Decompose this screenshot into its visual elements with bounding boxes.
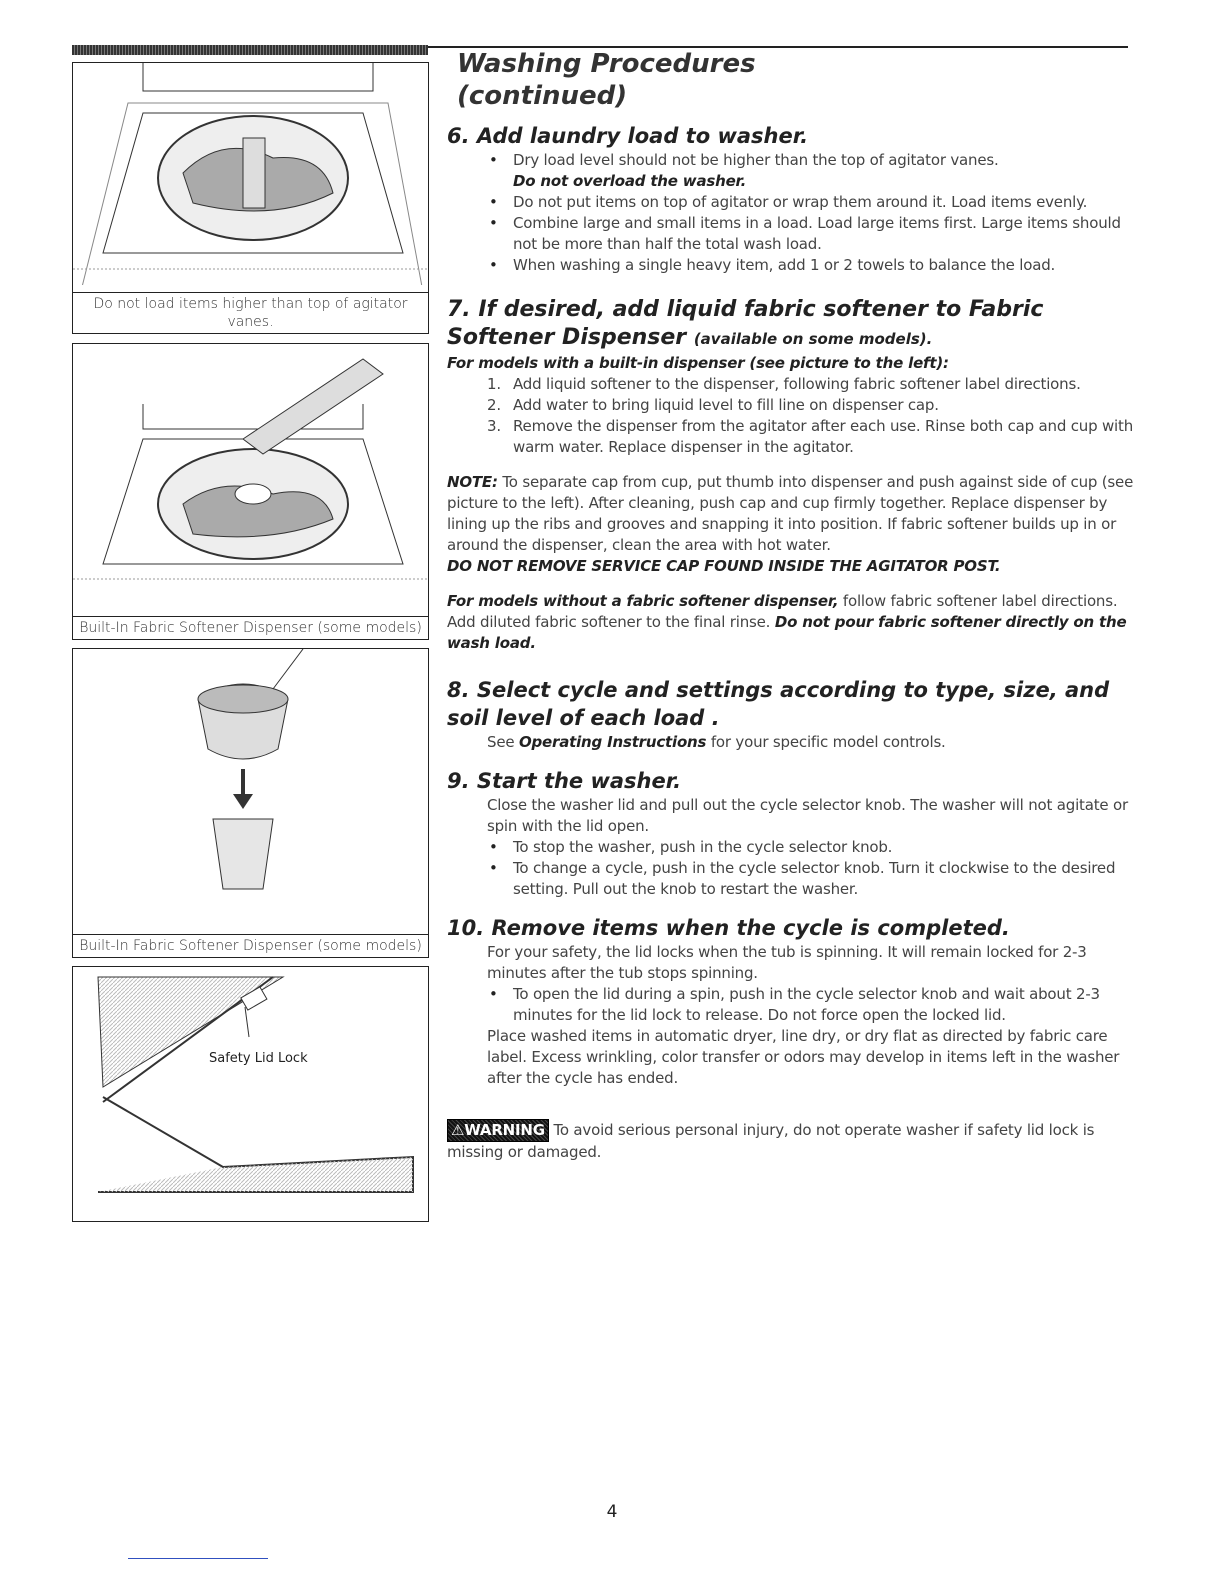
figure-softener-pour bbox=[72, 343, 429, 640]
step-8-heading: 8. Select cycle and settings according to type, size, and soil level of each load . bbox=[447, 678, 1110, 730]
step-item bbox=[487, 416, 1147, 458]
lid-lock-label: Safety Lid Lock bbox=[209, 1051, 308, 1066]
figure-caption: Do not load items higher than top of agitator vanes. bbox=[73, 292, 428, 333]
heading-text: 7. If desired, add liquid fabric softener to Fabric Softener Dispenser bbox=[447, 297, 1044, 350]
step-10-text-2: Place washed items in automatic dryer, line dry, or dry flat as directed by fabric care label. Excess wrinkling, color transfer or odors may develop in items left in the washer after the cycle has ended. bbox=[487, 1027, 1120, 1087]
operating-instructions-ref: Operating Instructions bbox=[518, 733, 707, 751]
note-label: NOTE: bbox=[447, 473, 498, 491]
step-text: Add water to bring liquid level to fill line on dispenser cap. bbox=[513, 396, 939, 414]
figure-caption: Built-In Fabric Softener Dispenser (some models) bbox=[73, 934, 428, 957]
step-number: 1. bbox=[487, 375, 501, 393]
header-bar bbox=[72, 45, 428, 55]
note-warning: DO NOT REMOVE SERVICE CAP FOUND INSIDE THE AGITATOR POST. bbox=[447, 557, 1001, 575]
bullet: • To open the lid during a spin, push in the cycle selector knob and wait about 2-3 minutes for the lid lock to release. Do not force open the locked lid. bbox=[487, 984, 1147, 1026]
text: follow fabric softener label directions. Add diluted fabric softener to the final rinse. bbox=[447, 592, 1118, 631]
figure-caption: Built-In Fabric Softener Dispenser (some models) bbox=[73, 616, 428, 639]
warning-paragraph bbox=[447, 1119, 1147, 1163]
bullet: • To stop the washer, push in the cycle selector knob. bbox=[487, 837, 1147, 858]
step-7-heading bbox=[447, 296, 1147, 353]
step-10-heading: 10. Remove items when the cycle is completed. bbox=[447, 916, 1010, 940]
figure-load-level bbox=[72, 62, 429, 334]
without-dispenser-paragraph bbox=[447, 591, 1147, 654]
procedures-column bbox=[447, 48, 1147, 1163]
step-6-heading: 6. Add laundry load to washer. bbox=[447, 124, 809, 148]
warning-text: To avoid serious personal injury, do not operate washer if safety lid lock is missing or damaged. bbox=[447, 1121, 1095, 1161]
heading-note: (available on some models). bbox=[693, 330, 933, 348]
warning-badge: ⚠WARNING bbox=[447, 1119, 549, 1142]
step-text: Add liquid softener to the dispenser, following fabric softener label directions. bbox=[513, 375, 1081, 393]
figure-safety-lid-lock bbox=[72, 966, 429, 1222]
step-item bbox=[487, 395, 1147, 416]
step-9-heading: 9. Start the washer. bbox=[447, 769, 682, 793]
step-text: Remove the dispenser from the agitator after each use. Rinse both cap and cup with warm water. Replace dispenser in the agitator. bbox=[513, 417, 1134, 456]
text: See bbox=[487, 733, 515, 751]
bullet: • Combine large and small items in a load. Load large items first. Large items should not be more than half the total wash load. bbox=[487, 213, 1147, 255]
bullet-text: Dry load level should not be higher than the top of agitator vanes. bbox=[513, 151, 999, 169]
page-number: 4 bbox=[606, 1502, 618, 1522]
softener-pour-illustration bbox=[73, 344, 427, 594]
step-9-text: Close the washer lid and pull out the cycle selector knob. The washer will not agitate or spin with the lid open. bbox=[487, 796, 1128, 835]
step-8-text bbox=[487, 732, 1147, 753]
step-number: 3. bbox=[487, 417, 501, 435]
page-title: Washing Procedures bbox=[457, 49, 756, 79]
step-item bbox=[487, 374, 1147, 395]
note-text: To separate cap from cup, put thumb into dispenser and push against side of cup (see picture to the left). After cleaning, push cap and cup firmly together. Replace dispenser by lining up the ribs and grooves and snapping it into position. If fabric softener builds up in or around the dispenser, clean the area with hot water. bbox=[447, 473, 1134, 554]
bullet: • Do not put items on top of agitator or wrap them around it. Load items evenly. bbox=[487, 192, 1147, 213]
lid-lock-illustration bbox=[73, 967, 427, 1220]
figure-softener-dispenser bbox=[72, 648, 429, 958]
note-paragraph bbox=[447, 472, 1147, 577]
step-7-subheading: For models with a built-in dispenser (see picture to the left): bbox=[447, 354, 949, 372]
bullet: • When washing a single heavy item, add 1 or 2 towels to balance the load. bbox=[487, 255, 1147, 276]
page-subtitle: (continued) bbox=[457, 81, 628, 111]
bullet-emphasis: Do not overload the washer. bbox=[513, 172, 747, 190]
step-number: 2. bbox=[487, 396, 501, 414]
bullet: • To change a cycle, push in the cycle selector knob. Turn it clockwise to the desired setting. Pull out the knob to restart the washer. bbox=[487, 858, 1147, 900]
step-10-text: For your safety, the lid locks when the tub is spinning. It will remain locked for 2-3 minutes after the tub stops spinning. bbox=[487, 943, 1087, 982]
washer-tub-illustration bbox=[73, 63, 427, 285]
bullet bbox=[487, 150, 1147, 192]
dispenser-illustration bbox=[73, 649, 427, 911]
footer-rule bbox=[128, 1558, 268, 1559]
emphasis: Do not pour fabric softener directly on the wash load. bbox=[447, 613, 1127, 652]
emphasis: For models without a fabric softener dispenser, bbox=[447, 592, 839, 610]
text: for your specific model controls. bbox=[710, 733, 946, 751]
